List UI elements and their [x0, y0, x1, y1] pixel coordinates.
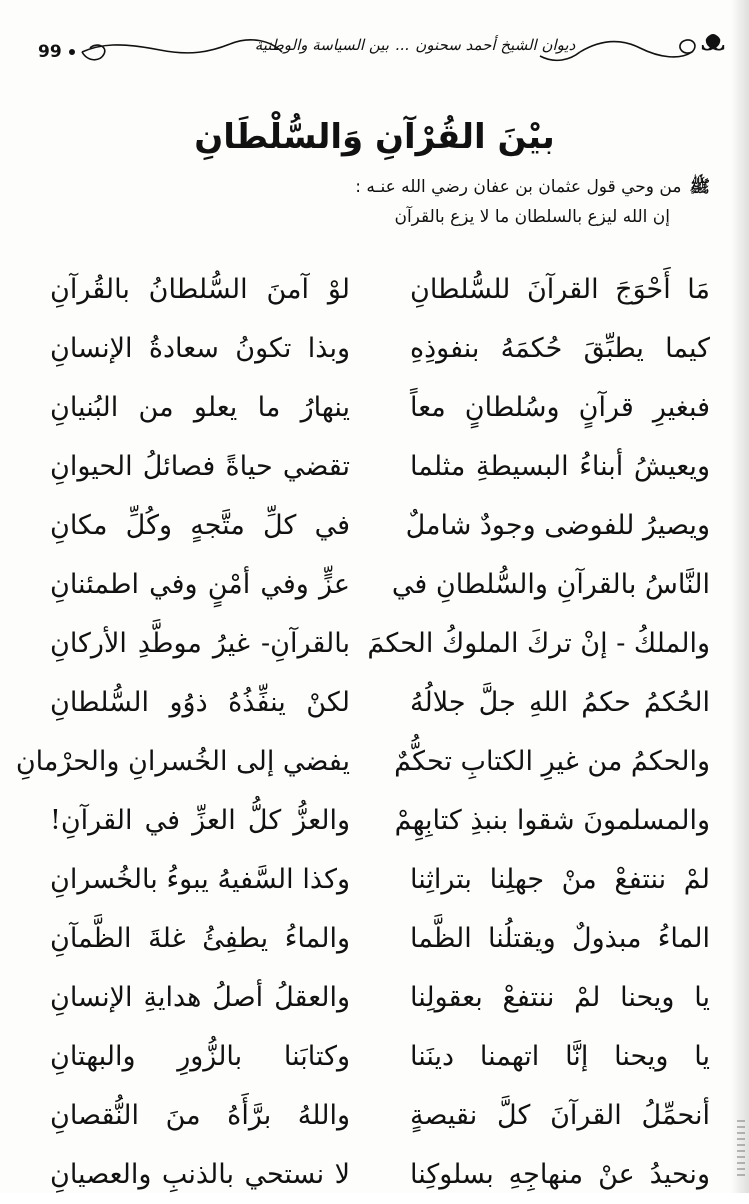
verse-first-hemistich: الماءُ مبذولٌ ويقتلُنا الظَّما	[410, 922, 710, 954]
verse-second-hemistich: وبذا تكونُ سعادةُ الإنسانِ	[50, 332, 350, 364]
page-number: 99	[38, 42, 62, 62]
verse	[50, 968, 710, 1027]
verse	[50, 614, 710, 673]
verse-first-hemistich: ويصيرُ للفوضى وجودٌ شاملٌ	[405, 509, 710, 541]
verse-first-hemistich: يا ويحنا لمْ ننتفعْ بعقولِنا	[410, 981, 710, 1013]
verse	[50, 319, 710, 378]
running-head-author: ديوان الشيخ أحمد سحنون	[415, 36, 576, 54]
verse	[50, 673, 710, 732]
verse-first-hemistich: ونحيدُ عنْ منهاجِهِ بسلوكِنا	[410, 1158, 710, 1190]
verse-first-hemistich: مَا أَحْوَجَ القرآنَ للسُّلطانِ	[410, 273, 710, 305]
verse	[15, 732, 710, 791]
verse	[50, 378, 710, 437]
edge-marks	[737, 1120, 745, 1180]
verse	[50, 496, 710, 555]
verse-second-hemistich: تقضي حياةً فصائلُ الحيوانِ	[50, 450, 350, 482]
running-head-separator: ...	[394, 36, 410, 54]
intro-line-1	[60, 172, 710, 202]
verse-second-hemistich: واللهُ برَّأَهُ منَ النُّقصانِ	[50, 1099, 350, 1131]
poem-body	[15, 260, 710, 1204]
verse-first-hemistich: كيما يطبِّقَ حُكمَهُ بنفوذِهِ	[410, 332, 710, 364]
intro-line-2: إن الله ليزع بالسلطان ما لا يزع بالقرآن	[394, 207, 670, 227]
verse-second-hemistich: ينهارُ ما يعلو من البُنيانِ	[50, 391, 350, 423]
verse-second-hemistich: يفضي إلى الخُسرانِ والحرْمانِ	[15, 745, 350, 777]
corner-ornament-icon: ᴥ	[700, 23, 725, 58]
verse-second-hemistich: لوْ آمنَ السُّلطانُ بالقُرآنِ	[50, 273, 350, 305]
verse-first-hemistich: والملكُ - إنْ تركَ الملوكُ الحكمَ	[367, 627, 710, 659]
verse	[50, 555, 710, 614]
verse-first-hemistich: فبغيرِ قرآنٍ وسُلطانٍ معاً	[410, 391, 710, 423]
verse-second-hemistich: والماءُ يطفِئُ غلةَ الظَّمآنِ	[50, 922, 350, 954]
verse	[50, 791, 710, 850]
verse	[50, 850, 710, 909]
poem-title: بيْنَ القُرْآنِ وَالسُّلْطَانِ	[194, 117, 555, 157]
verse-second-hemistich: بالقرآنِ- غيرُ موطَّدِ الأركانِ	[50, 627, 350, 659]
poem-intro	[60, 172, 710, 232]
verse	[50, 260, 710, 319]
verse	[50, 437, 710, 496]
verse-first-hemistich: النَّاسُ بالقرآنِ والسُّلطانِ في	[391, 568, 710, 600]
verse-first-hemistich: ويعيشُ أبناءُ البسيطةِ مثلما	[410, 450, 710, 482]
verse-second-hemistich: لا نستحي بالذنبِ والعصيانِ	[50, 1158, 350, 1190]
verse-second-hemistich: وكذا السَّفيهُ يبوءُ بالخُسرانِ	[50, 863, 350, 895]
verse-first-hemistich: أنحمِّلُ القرآنَ كلَّ نقيصةٍ	[410, 1099, 710, 1131]
verse-second-hemistich: وكتابَنا بالزُّورِ والبهتانِ	[50, 1040, 350, 1072]
spine-shadow	[731, 0, 749, 1193]
verse-first-hemistich: يا ويحنا إنَّا اتهمنا دينَنا	[410, 1040, 710, 1072]
intro-text-1: من وحي قول عثمان بن عفان رضي الله عنـه :	[355, 177, 682, 197]
verse	[50, 1145, 710, 1204]
verse-second-hemistich: والعقلُ أصلُ هدايةِ الإنسانِ	[50, 981, 350, 1013]
verse	[50, 909, 710, 968]
verse-second-hemistich: عزٍّ وفي أمْنٍ وفي اطمئنانِ	[50, 568, 350, 600]
verse-first-hemistich: لمْ ننتفعْ منْ جهلِنا بتراثِنا	[410, 863, 710, 895]
verse-second-hemistich: والعزُّ كلُّ العزِّ في القرآنِ!	[50, 804, 350, 836]
header-ornament-icon	[20, 22, 725, 86]
running-head	[250, 36, 580, 54]
running-head-section: بين السياسة والوطنية	[254, 36, 389, 54]
page-header	[20, 22, 725, 86]
verse-second-hemistich: في كلِّ متَّجهٍ وكُلِّ مكانِ	[50, 509, 350, 541]
verse	[50, 1086, 710, 1145]
verse-second-hemistich: لكنْ ينفِّذُهُ ذوُو السُّلطانِ	[50, 686, 350, 718]
verse	[50, 1027, 710, 1086]
verse-first-hemistich: والحكمُ من غيرِ الكتابِ تحكُّمٌ	[394, 745, 710, 777]
intro-marker-icon: ﷺ	[689, 177, 710, 197]
verse-first-hemistich: الحُكمُ حكمُ اللهِ جلَّ جلالُهُ	[410, 686, 710, 718]
verse-first-hemistich: والمسلمونَ شقوا بنبذِ كتابِهِمْ	[394, 804, 710, 836]
